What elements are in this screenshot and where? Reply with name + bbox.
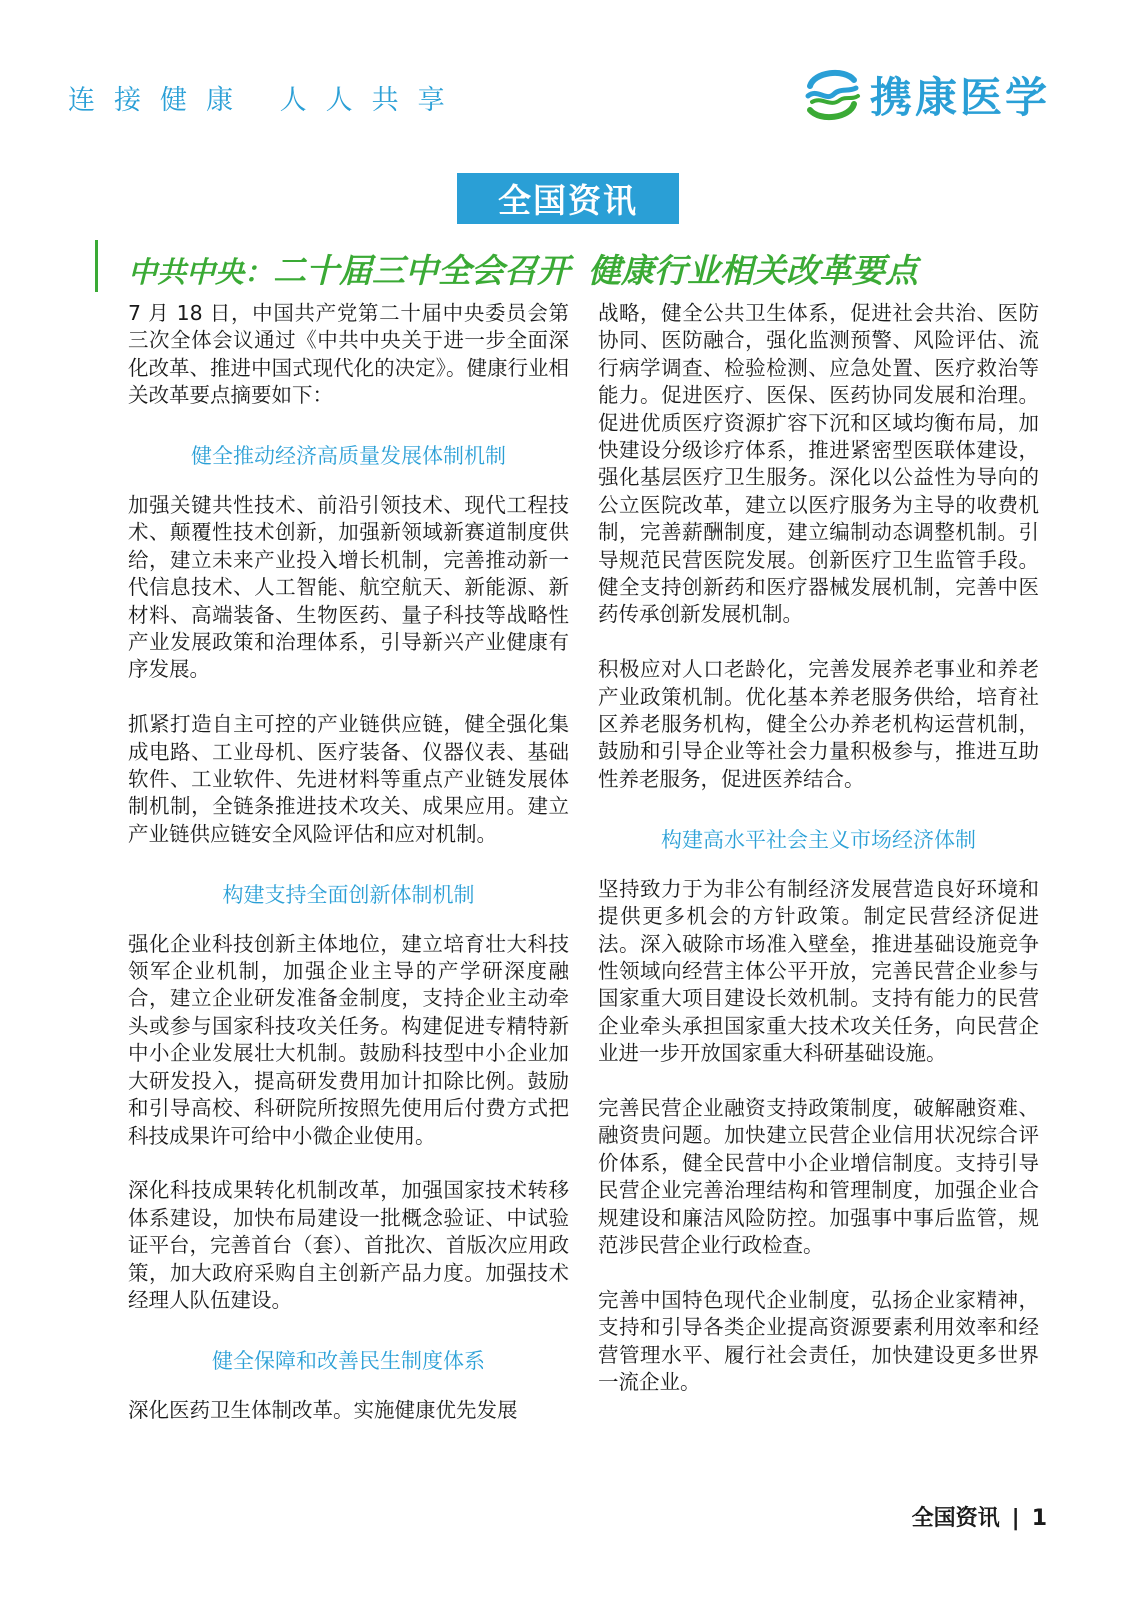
- section-banner: 全国资讯: [457, 173, 679, 224]
- section-heading: 健全保障和改善民生制度体系: [212, 1348, 485, 1373]
- article-headline: [128, 245, 919, 290]
- paragraph: 战略，健全公共卫生体系，促进社会共治、医防协同、医防融合，强化监测预警、风险评估、流行病学调查、检验检测、应急处置、医疗救治等能力。促进医疗、医保、医药协同发展和治理。促进优质医疗资源扩容下沉和区域均衡布局，加快建设分级诊疗体系，推进紧密型医联体建设，强化基层医疗卫生服务。深化以公益性为导向的公立医院改革，建立以医疗服务为主导的收费机制，完善薪酬制度，建立编制动态调整机制。引导规范民营医院发展。创新医疗卫生监管手段。健全支持创新药和医疗器械发展机制，完善中医药传承创新发展机制。: [598, 301, 1039, 627]
- section-heading: 构建支持全面创新体制机制: [222, 882, 475, 907]
- page-footer: [912, 1501, 1047, 1532]
- footer-section-label: 全国资讯: [911, 1506, 1000, 1531]
- article-column-right: [598, 300, 1039, 1396]
- article-intro: 7 月 18 日，中国共产党第二十届中央委员会第三次全体会议通过《中共中央关于进一步全面深化改革、推进中国式现代化的决定》。健康行业相关改革要点摘要如下：: [128, 301, 569, 408]
- paragraph: 深化科技成果转化机制改革，加强国家技术转移体系建设，加快布局建设一批概念验证、中试验证平台，完善首台（套）、首批次、首版次应用政策，加大政府采购自主创新产品力度。加强技术经理人队伍建设。: [128, 1178, 569, 1312]
- footer-separator: |: [1011, 1506, 1020, 1531]
- brand-name: 携康医学: [870, 73, 1051, 122]
- slogan: 连接健康 人人共享: [68, 85, 464, 116]
- brand-logo: [800, 66, 1050, 124]
- paragraph: 完善中国特色现代企业制度，弘扬企业家精神，支持和引导各类企业提高资源要素利用效率和经营管理水平、履行社会责任，加快建设更多世界一流企业。: [598, 1287, 1039, 1394]
- paragraph: 抓紧打造自主可控的产业链供应链，健全强化集成电路、工业母机、医疗装备、仪器仪表、基础软件、工业软件、先进材料等重点产业链发展体制机制，全链条推进技术攻关、成果应用。建立产业链供应链安全风险评估和应对机制。: [128, 712, 569, 846]
- headline-main: 二十届三中全会召开: [273, 251, 571, 290]
- headline-suffix: 健康行业相关改革要点: [588, 251, 919, 290]
- paragraph: 积极应对人口老龄化，完善发展养老事业和养老产业政策机制。优化基本养老服务供给，培育社区养老服务机构，健全公办养老机构运营机制，鼓励和引导企业等社会力量积极参与，推进互助性养老服务，促进医养结合。: [598, 657, 1039, 791]
- paragraph: 完善民营企业融资支持政策制度，破解融资难、融资贵问题。加快建立民营企业信用状况综合评价体系，健全民营中小企业增信制度。支持引导民营企业完善治理结构和管理制度，加强企业合规建设和廉洁风险防控。加强事中事后监管，规范涉民营企业行政检查。: [598, 1095, 1039, 1257]
- section-heading: 构建高水平社会主义市场经济体制: [661, 827, 976, 852]
- handshake-globe-icon: [800, 66, 864, 124]
- page-number: 1: [1031, 1506, 1047, 1531]
- headline-prefix: 中共中央：: [128, 255, 274, 289]
- article-column-left: [128, 300, 569, 1424]
- headline-accent-bar: [95, 240, 98, 292]
- section-heading: 健全推动经济高质量发展体制机制: [191, 444, 506, 469]
- paragraph: 坚持致力于为非公有制经济发展营造良好环境和提供更多机会的方针政策。制定民营经济促进法。深入破除市场准入壁垒，推进基础设施竞争性领域向经营主体公平开放，完善民营企业参与国家重大项目建设长效机制。支持有能力的民营企业牵头承担国家重大技术攻关任务，向民营企业进一步开放国家重大科研基础设施。: [598, 876, 1039, 1066]
- paragraph: 深化医药卫生体制改革。实施健康优先发展: [128, 1397, 518, 1422]
- paragraph: 强化企业科技创新主体地位，建立培育壮大科技领军企业机制，加强企业主导的产学研深度融合，建立企业研发准备金制度，支持企业主动牵头或参与国家科技攻关任务。构建促进专精特新中小企业发展壮大机制。鼓励科技型中小企业加大研发投入，提高研发费用加计扣除比例。鼓励和引导高校、科研院所按照先使用后付费方式把科技成果许可给中小微企业使用。: [128, 931, 569, 1148]
- paragraph: 加强关键共性技术、前沿引领技术、现代工程技术、颠覆性技术创新，加强新领域新赛道制度供给，建立未来产业投入增长机制，完善推动新一代信息技术、人工智能、航空航天、新能源、新材料、高端装备、生物医药、量子科技等战略性产业发展政策和治理体系，引导新兴产业健康有序发展。: [128, 493, 569, 682]
